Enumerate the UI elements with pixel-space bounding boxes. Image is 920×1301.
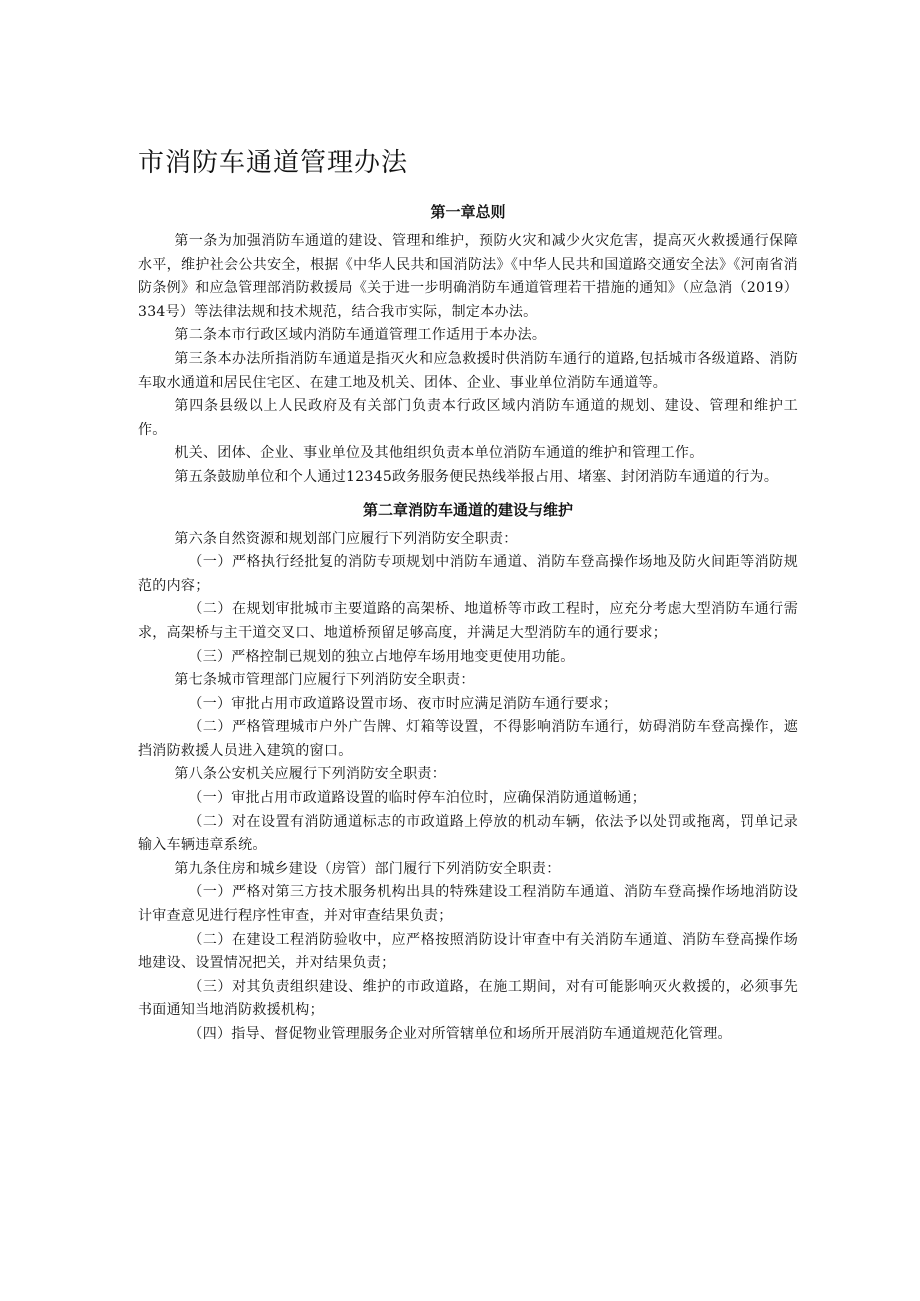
article-4: 第四条县级以上人民政府及有关部门负责本行政区域内消防车通道的规划、建设、管理和维护工作。 xyxy=(138,398,798,438)
article-6-item: （二）在规划审批城市主要道路的高架桥、地道桥等市政工程时，应充分考虑大型消防车通行需求，高架桥与主干道交叉口、地道桥预留足够高度，并满足大型消防车的通行要求； xyxy=(138,601,798,641)
article-9-item: （四）指导、督促物业管理服务企业对所管辖单位和场所开展消防车通道规范化管理。 xyxy=(188,1026,732,1042)
article-8-item: （一）审批占用市政道路设置的临时停车泊位时，应确保消防通道畅通； xyxy=(188,790,646,807)
article-1: 第一条为加强消防车通道的建设、管理和维护，预防火灾和减少火灾危害，提高灭火救援通行保障水平，维护社会公共安全，根据《中华人民共和国消防法》《中华人民共和国道路交通安全法》《河南省消防条例》和应急管理部消防救援局《关于进一步明确消防车通道管理若干措施的通知》（应急消（2019）334号）等法律法规和技术规范，结合我市实际，制定本办法。 xyxy=(138,233,798,320)
article-9-item: （一）严格对第三方技术服务机构出具的特殊建设工程消防车通道、消防车登高操作场地消防设计审查意见进行程序性审查，并对审查结果负责； xyxy=(138,884,798,925)
article-6-item: （三）严格控制已规划的独立占地停车场用地变更使用功能。 xyxy=(188,648,575,665)
chapter-1-heading: 第一章总则 xyxy=(430,203,506,221)
article-7-item: （一）审批占用市政道路设置市场、夜市时应满足消防车通行要求； xyxy=(188,695,618,712)
article-7: 第七条城市管理部门应履行下列消防安全职责： xyxy=(174,672,475,689)
article-4-clause: 机关、团体、企业、事业单位及其他组织负责本单位消防车通道的维护和管理工作。 xyxy=(174,445,704,462)
article-8-item: （二）对在设置有消防通道标志的市政道路上停放的机动车辆，依法予以处罚或拖离，罚单记录输入车辆违章系统。 xyxy=(138,813,798,854)
document-title: 市消防车通道管理办法 xyxy=(138,148,409,178)
document-body xyxy=(138,200,798,1047)
chapter-2-heading: 第二章消防车通道的建设与维护 xyxy=(362,500,573,519)
article-9-item: （三）对其负责组织建设、维护的市政道路，在施工期间，对有可能影响灭火救援的，必须事先书面通知当地消防救援机构； xyxy=(138,978,798,1019)
article-9: 第九条住房和城乡建设（房管）部门履行下列消防安全职责： xyxy=(174,860,561,877)
article-7-item: （二）严格管理城市户外广告牌、灯箱等设置，不得影响消防车通行，妨碍消防车登高操作，遮挡消防救援人员进入建筑的窗口。 xyxy=(138,719,798,759)
article-8: 第八条公安机关应履行下列消防安全职责： xyxy=(174,766,447,783)
article-3: 第三条本办法所指消防车通道是指灭火和应急救援时供消防车通行的道路,包括城市各级道路、消防车取水通道和居民住宅区、在建工地及机关、团体、企业、事业单位消防车通道等。 xyxy=(138,350,798,391)
article-2: 第二条本市行政区域内消防车通道管理工作适用于本办法。 xyxy=(174,327,547,344)
article-6-item: （一）严格执行经批复的消防专项规划中消防车通道、消防车登高操作场地及防火间距等消防规范的内容； xyxy=(138,554,798,594)
article-6: 第六条自然资源和规划部门应履行下列消防安全职责： xyxy=(174,530,518,547)
article-5: 第五条鼓励单位和个人通过12345政务服务便民热线举报占用、堵塞、封闭消防车通道的行为。 xyxy=(174,468,779,485)
article-9-item: （二）在建设工程消防验收中，应严格按照消防设计审查中有关消防车通道、消防车登高操作场地建设、设置情况把关，并对结果负责； xyxy=(138,931,798,972)
